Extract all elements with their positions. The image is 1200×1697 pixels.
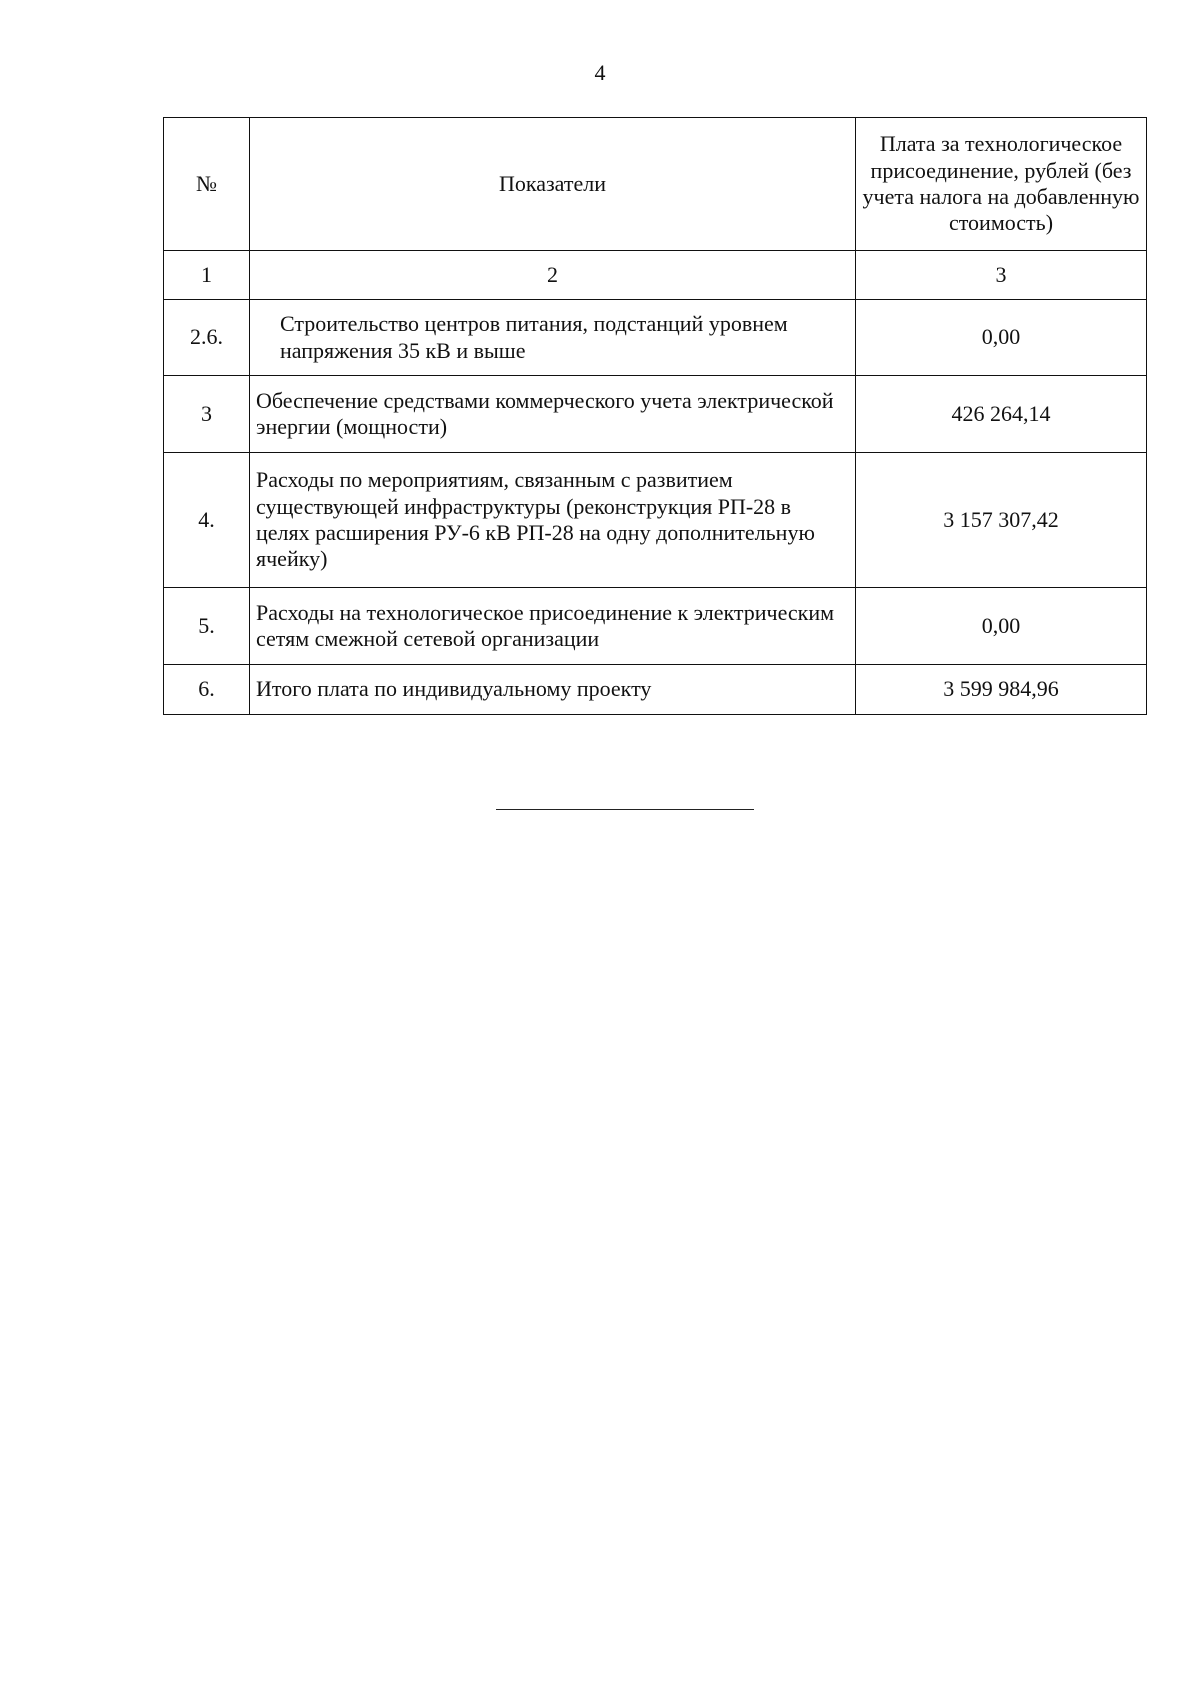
row-number: 2.6. (164, 300, 250, 376)
column-index: 3 (856, 251, 1147, 300)
header-indicator: Показатели (250, 118, 856, 251)
row-number: 5. (164, 588, 250, 665)
table-row (164, 300, 1147, 376)
row-number: 4. (164, 453, 250, 588)
column-index-row (164, 251, 1147, 300)
table-row (164, 588, 1147, 665)
fee-table (163, 117, 1147, 715)
row-value: 0,00 (856, 300, 1147, 376)
row-value: 3 599 984,96 (856, 665, 1147, 715)
row-number: 3 (164, 376, 250, 453)
row-indicator: Обеспечение средствами коммерческого учета электрической энергии (мощности) (250, 376, 856, 453)
table-row (164, 453, 1147, 588)
row-value: 3 157 307,42 (856, 453, 1147, 588)
row-value: 426 264,14 (856, 376, 1147, 453)
row-indicator: Расходы по мероприятиям, связанным с развитием существующей инфраструктуры (реконструкция РП-28 в целях расширения РУ-6 кВ РП-28 на одну дополнительную ячейку) (250, 453, 856, 588)
row-indicator: Итого плата по индивидуальному проекту (250, 665, 856, 715)
column-index: 1 (164, 251, 250, 300)
table-row-total (164, 665, 1147, 715)
table-row (164, 376, 1147, 453)
table-header-row (164, 118, 1147, 251)
row-value: 0,00 (856, 588, 1147, 665)
column-index: 2 (250, 251, 856, 300)
row-indicator: Строительство центров питания, подстанций уровнем напряжения 35 кВ и выше (250, 300, 856, 376)
page-number: 4 (594, 60, 606, 85)
row-indicator: Расходы на технологическое присоединение к электрическим сетям смежной сетевой организации (250, 588, 856, 665)
header-fee: Плата за технологическое присоединение, рублей (без учета налога на добавленную стоимость) (856, 118, 1147, 251)
row-number: 6. (164, 665, 250, 715)
closing-rule (496, 809, 754, 810)
header-number: № (164, 118, 250, 251)
